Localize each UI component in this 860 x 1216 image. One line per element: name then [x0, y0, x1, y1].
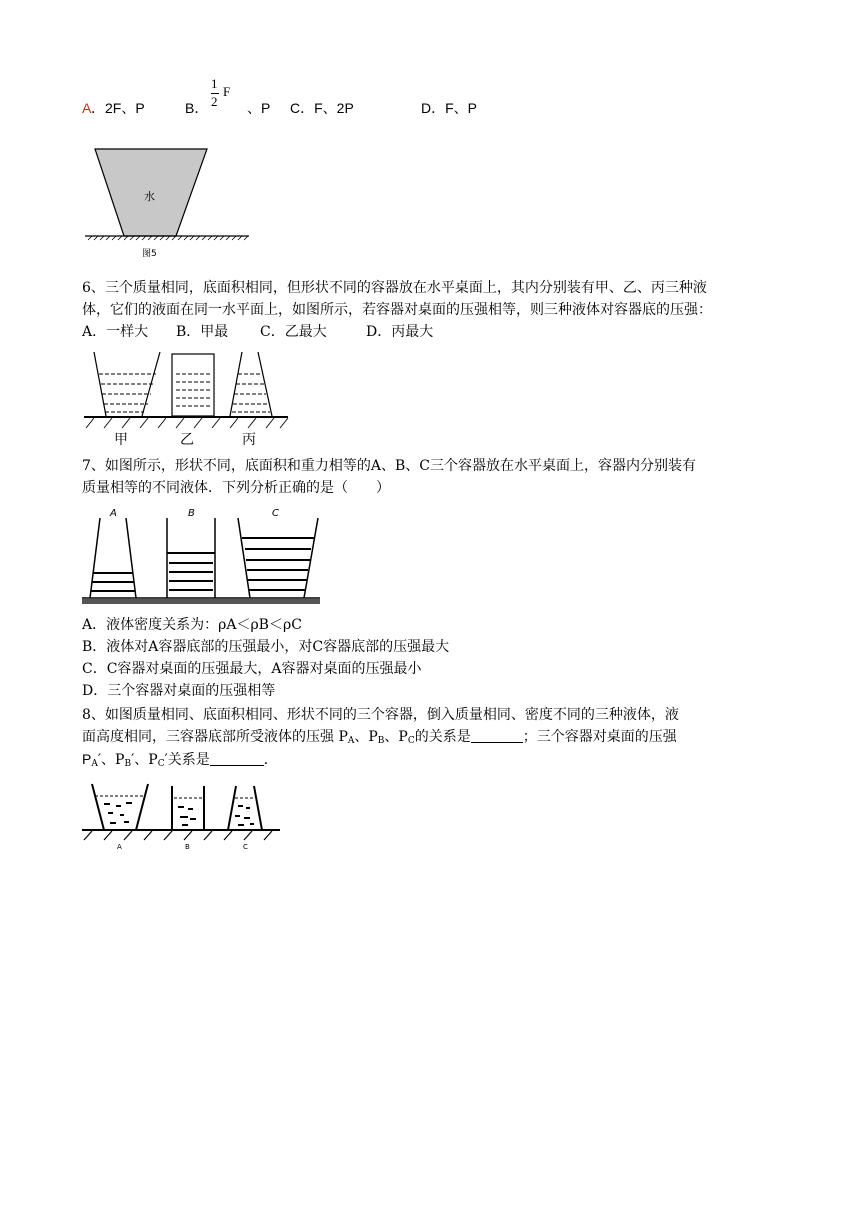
ground-hatching	[84, 831, 272, 840]
container-jia	[94, 352, 160, 416]
q8-answer-blank-1[interactable]	[471, 728, 523, 743]
q7-stem-line-1: 7、如图所示，形状不同，底面积和重力相等的A、B、C三个容器放在水平桌面上，容器内分别装有	[82, 458, 697, 474]
label-c: C	[272, 508, 279, 519]
q8-subscript-c: C	[407, 736, 415, 746]
container-yi	[172, 354, 214, 416]
q8-line3-text-b: ′关系是	[164, 752, 210, 768]
q8-line2-text-a: 面高度相同，三容器底部所受液体的压强 P	[82, 729, 348, 745]
q8-line3-subscript-b: B	[124, 759, 132, 769]
container-a	[90, 508, 136, 598]
label-yi: 乙	[180, 432, 194, 448]
label-b: B	[185, 843, 190, 851]
label-c: C	[243, 843, 248, 851]
container-bing	[230, 352, 272, 416]
fraction-variable: F	[223, 84, 231, 99]
q8-line3-separator-2: ′、P	[131, 752, 158, 768]
container-b	[172, 786, 204, 830]
container-b	[167, 508, 215, 598]
q6-stem-line-1: 6、三个质量相同，底面积相同，但形状不同的容器放在水平桌面上，其内分别装有甲、乙、丙三种液	[82, 280, 707, 296]
q6-option-d: D．丙最大	[366, 324, 434, 340]
fraction-numerator: 1	[211, 76, 218, 91]
ground-hatching	[88, 236, 248, 240]
fraction-denominator: 2	[211, 94, 218, 109]
q5-option-a-text: ．2F、P	[91, 100, 145, 116]
q6-stem-line-2: 体，它们的液面在同一水平面上，如图所示，若容器对桌面的压强相等，则三种液体对容器底的压强：	[82, 302, 712, 318]
q8-subscript-b: B	[377, 736, 385, 746]
q7-figure-containers-abc	[82, 504, 322, 606]
q7-option-b: B．液体对A容器底部的压强最小，对C容器底部的压强最大	[82, 639, 450, 655]
q7-option-c: C．C容器对桌面的压强最大，A容器对桌面的压强最小	[82, 661, 422, 677]
container-a	[92, 784, 148, 830]
q8-line2-text-c: ；三个容器对桌面的压强	[522, 729, 677, 745]
q5-option-d-text: D．F、P	[421, 100, 477, 116]
label-jia: 甲	[114, 432, 128, 448]
label-a: A	[117, 843, 122, 851]
q5-option-b-letter: B．	[185, 100, 209, 116]
q5-option-b-text: 、P	[247, 100, 271, 116]
container-c	[238, 508, 318, 598]
q5-option-a-letter: A	[82, 100, 92, 116]
q8-figure-containers-abc	[82, 778, 282, 852]
q8-answer-blank-2[interactable]	[210, 751, 264, 766]
q5-figure-water-container	[82, 145, 252, 260]
q6-option-c: C．乙最大	[260, 324, 327, 340]
container-c	[228, 786, 262, 830]
q8-separator-1: 、P	[354, 729, 378, 745]
q8-subscript-a: A	[347, 736, 355, 746]
ground-hatching	[82, 599, 320, 604]
q6-option-a: A．一样大	[82, 324, 149, 340]
ground-hatching	[86, 418, 288, 428]
q8-line2-text-b: 的关系是	[414, 729, 471, 745]
water-label: 水	[144, 190, 155, 203]
q5-options-row	[82, 97, 502, 119]
figure-caption: 图5	[142, 249, 157, 259]
q7-stem-line-2: 质量相等的不同液体．下列分析正确的是（ ）	[82, 480, 390, 496]
label-b: B	[188, 508, 195, 519]
q8-line3-subscript-a: A	[91, 759, 98, 769]
q8-line3-p: P	[82, 751, 92, 767]
q6-figure-three-containers	[82, 348, 292, 448]
q8-line3-subscript-c: C	[157, 759, 165, 769]
q7-option-d: D．三个容器对桌面的压强相等	[82, 683, 276, 699]
q8-line3-end: ．	[263, 752, 278, 768]
q7-option-a: A．液体密度关系为：ρA＜ρB＜ρC	[82, 617, 302, 633]
q8-stem-line-3	[82, 748, 278, 775]
label-bing: 丙	[242, 432, 256, 448]
label-a: A	[110, 508, 117, 519]
q5-option-c-text: C．F、2P	[290, 100, 354, 116]
q8-line3-separator-1: ′、P	[97, 752, 125, 768]
q8-stem-line-1: 8、如图质量相同、底面积相同、形状不同的三个容器，倒入质量相同、密度不同的三种液体，液	[82, 707, 679, 723]
q5-fraction-half-f	[211, 76, 235, 112]
q8-separator-2: 、P	[384, 729, 408, 745]
q6-option-b: B．甲最	[176, 324, 229, 340]
